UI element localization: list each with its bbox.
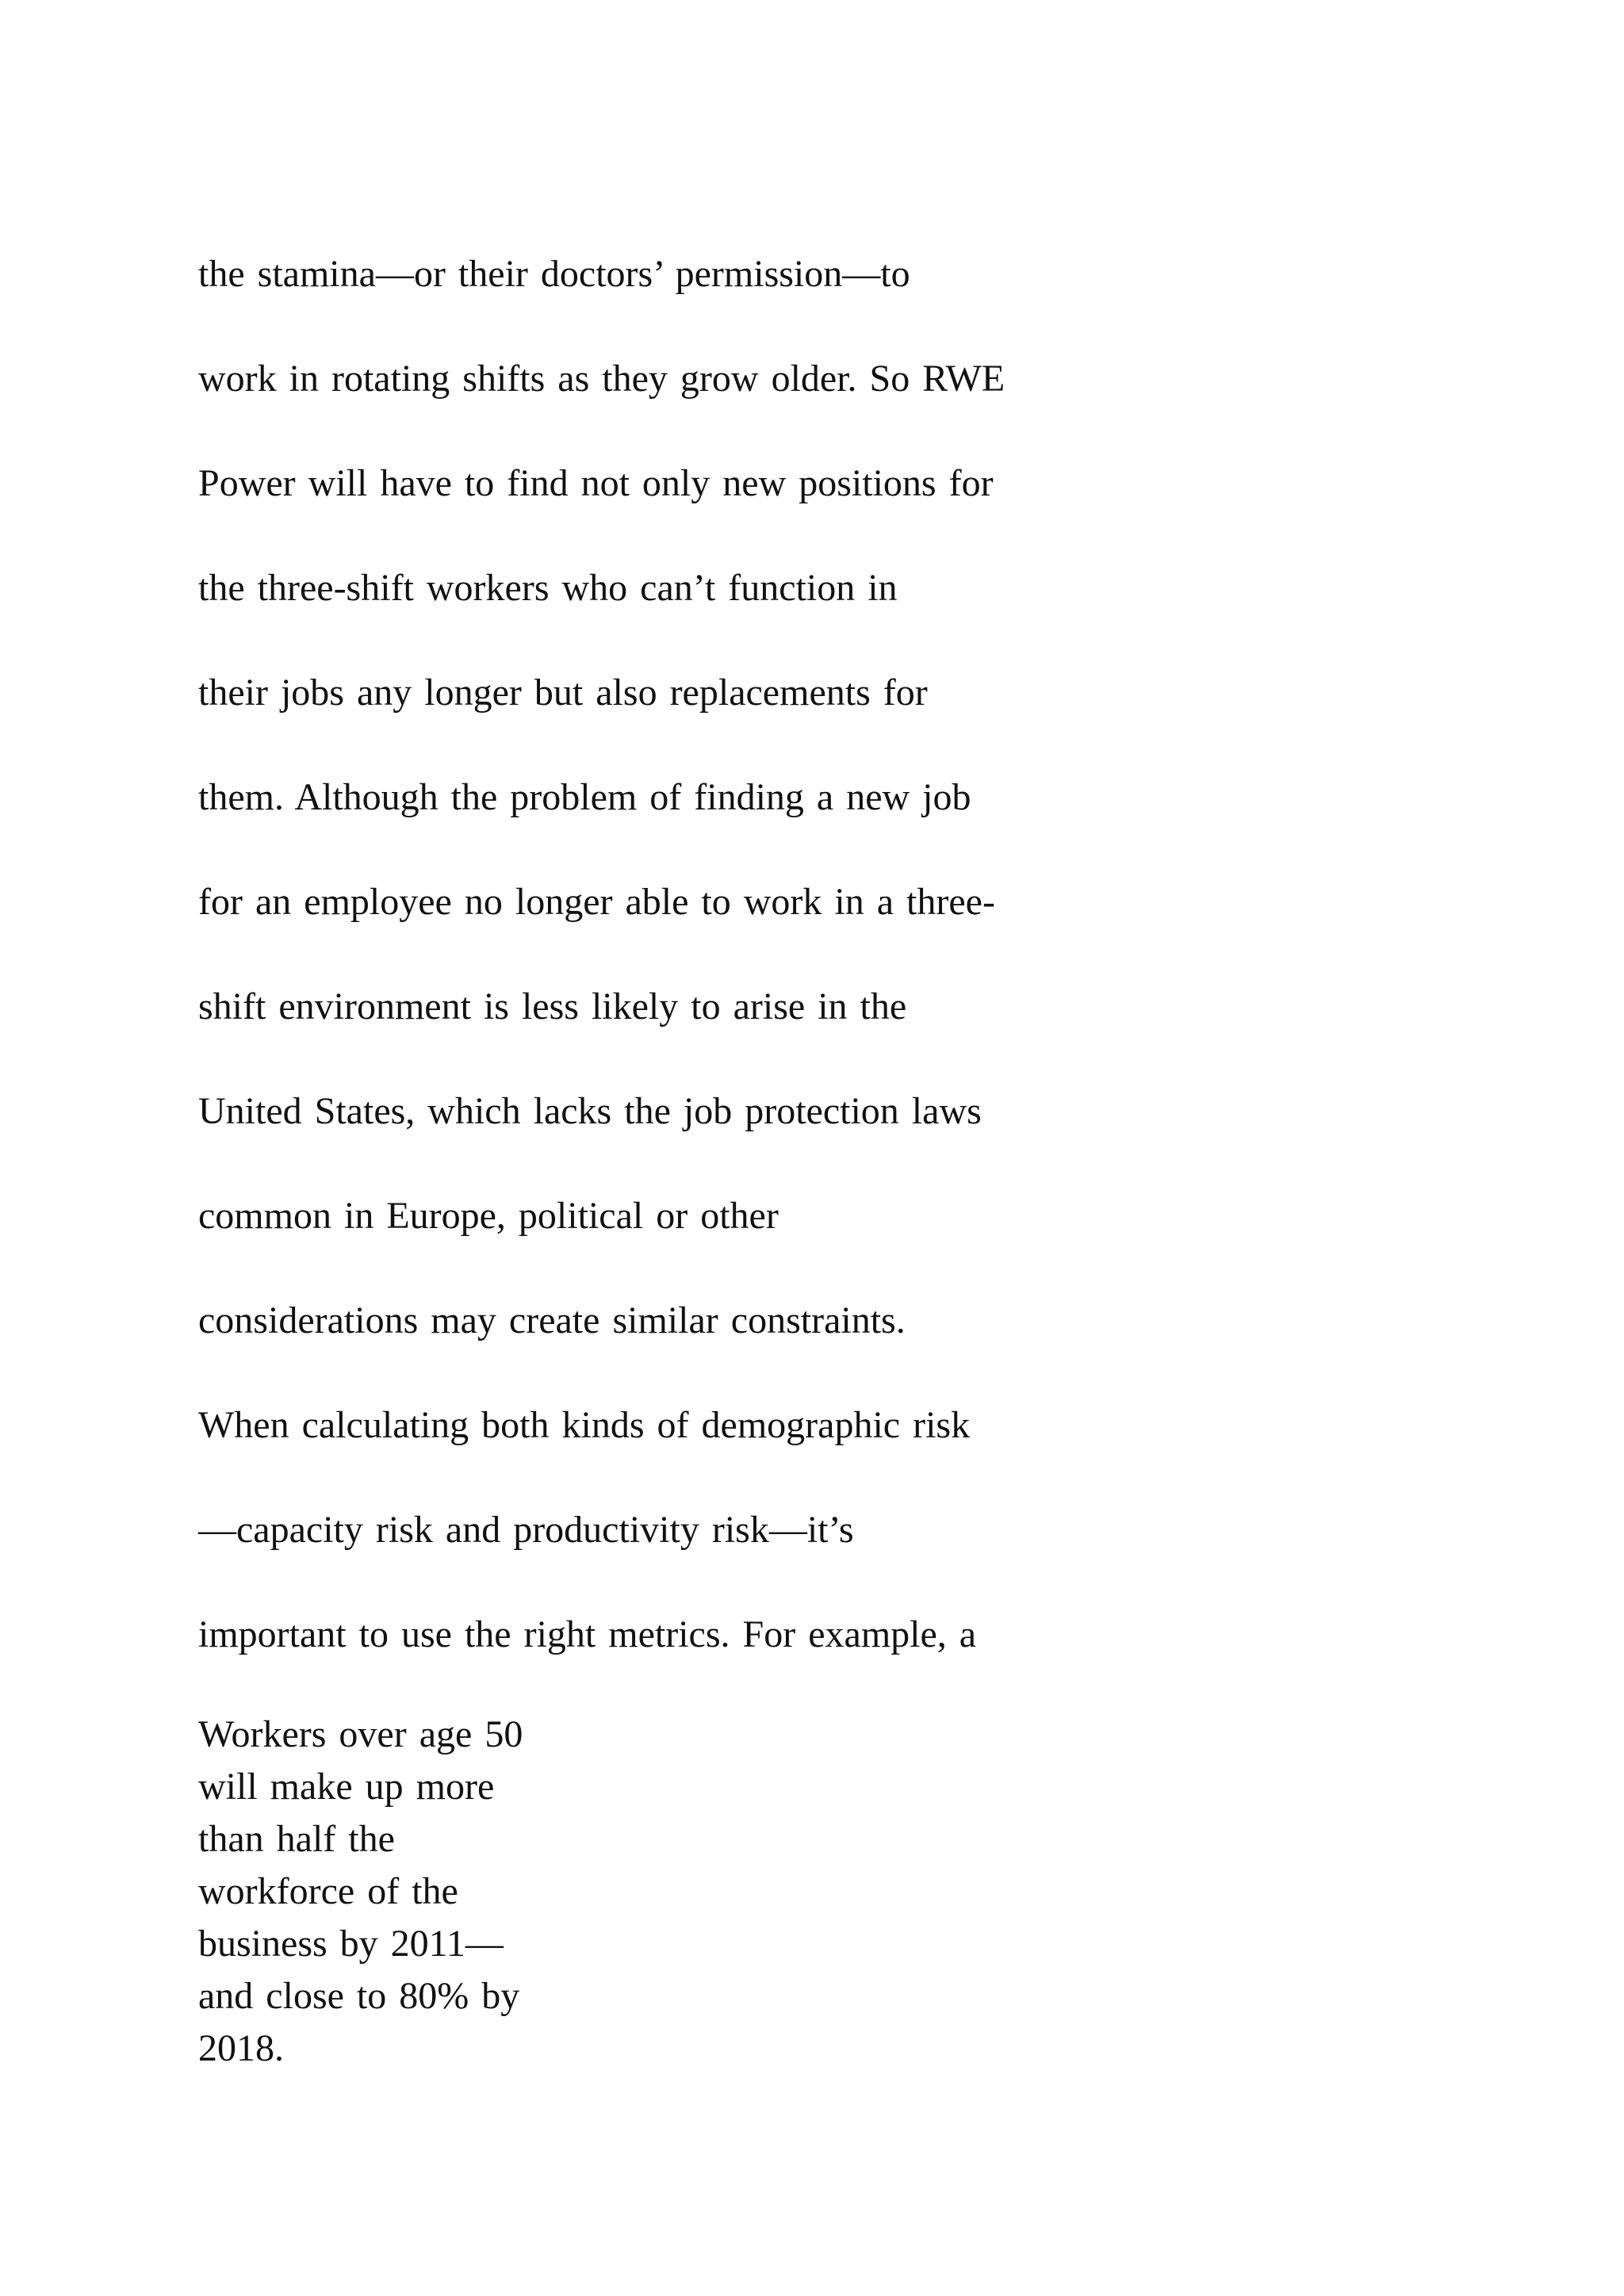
body-line: common in Europe, political or other	[198, 1195, 779, 1237]
body-line: work in rotating shifts as they grow older. So RWE	[198, 358, 1005, 400]
body-line: the three-shift workers who can’t function in	[198, 567, 898, 609]
body-line: considerations may create similar constraints.	[198, 1299, 906, 1341]
body-line: shift environment is less likely to arise in the	[198, 985, 907, 1027]
body-line: them. Although the problem of finding a new job	[198, 776, 971, 818]
body-line: United States, which lacks the job protection laws	[198, 1090, 982, 1132]
body-line: Power will have to find not only new positions for	[198, 462, 994, 504]
body-line: When calculating both kinds of demographic risk	[198, 1404, 971, 1446]
body-line: —capacity risk and productivity risk—it’s	[198, 1509, 854, 1551]
body-line: important to use the right metrics. For example, a	[198, 1613, 977, 1655]
pull-quote-line: Workers over age 50	[198, 1713, 523, 1755]
pull-quote-line: workforce of the	[198, 1870, 458, 1912]
pull-quote-line: and close to 80% by	[198, 1975, 520, 2017]
body-line: the stamina—or their doctors’ permission—to	[198, 253, 910, 295]
pull-quote-line: business by 2011—	[198, 1923, 504, 1965]
pull-quote-line: will make up more	[198, 1766, 495, 1808]
pull-quote-line: than half the	[198, 1818, 395, 1860]
body-paragraph	[198, 246, 1467, 1711]
pull-quote-line: 2018.	[198, 2027, 284, 2069]
pull-quote	[198, 1709, 674, 2075]
body-line: their jobs any longer but also replacements for	[198, 672, 928, 714]
body-line: for an employee no longer able to work in a three-	[198, 881, 995, 923]
